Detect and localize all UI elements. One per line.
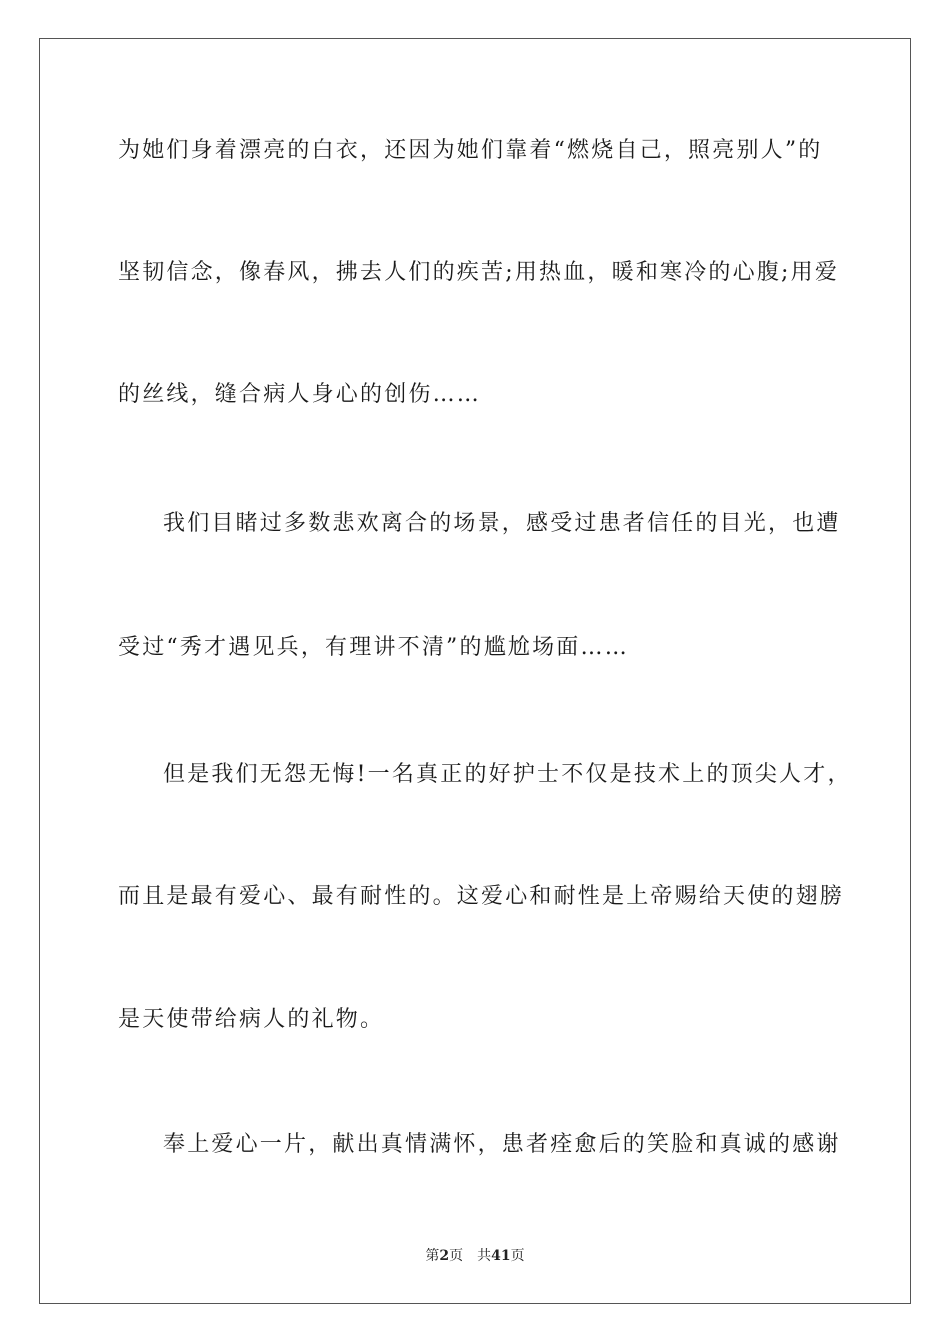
body-line-2: 坚韧信念，像春风，拂去人们的疾苦;用热血，暖和寒冷的心腹;用爱 (118, 260, 840, 285)
page-suffix: 页 (449, 1248, 464, 1264)
body-line-9: 奉上爱心一片，献出真情满怀，患者痊愈后的笑脸和真诚的感谢 (163, 1132, 841, 1157)
page-border (39, 38, 911, 1304)
body-line-3: 的丝线，缝合病人身心的创伤…… (118, 382, 482, 407)
body-line-4: 我们目睹过多数悲欢离合的场景，感受过患者信任的目光，也遭 (163, 511, 841, 536)
body-line-1: 为她们身着漂亮的白衣，还因为她们靠着“燃烧自己，照亮别人”的 (118, 138, 823, 163)
total-suffix: 页 (510, 1248, 525, 1264)
page-prefix: 第 (425, 1248, 440, 1264)
body-line-7: 而且是最有爱心、最有耐性的。这爱心和耐性是上帝赐给天使的翅膀 (118, 884, 845, 909)
page-footer (0, 1246, 950, 1266)
total-pages: 41 (491, 1248, 511, 1264)
body-line-8: 是天使带给病人的礼物。 (118, 1007, 385, 1032)
total-prefix: 共 (477, 1248, 492, 1264)
body-line-5: 受过“秀才遇见兵，有理讲不清”的尴尬场面…… (118, 635, 629, 660)
body-line-6: 但是我们无怨无悔!一名真正的好护士不仅是技术上的顶尖人才， (163, 762, 852, 787)
page-number: 2 (439, 1248, 450, 1264)
